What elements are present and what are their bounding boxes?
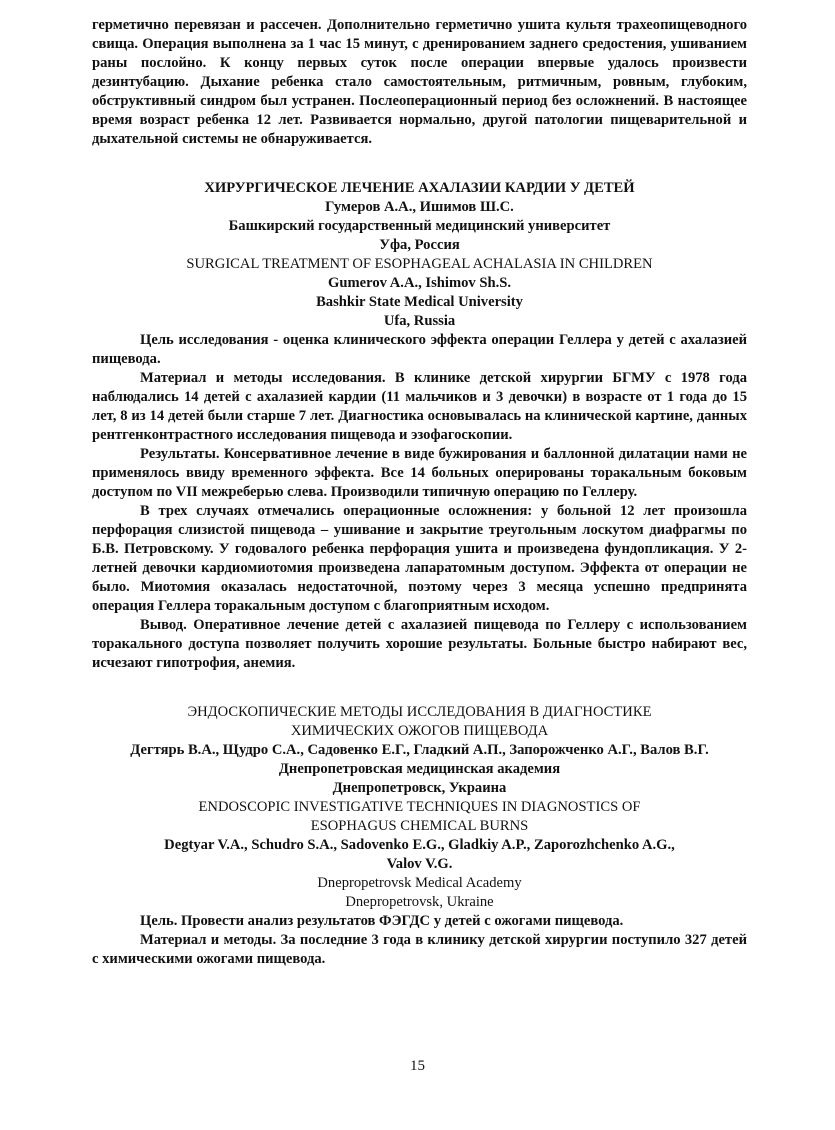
article1-city-en: Ufa, Russia xyxy=(383,313,456,329)
article1-institution-ru: Башкирский государственный медицинский университет xyxy=(228,218,611,234)
article1-conclusion: Вывод. Оперативное лечение детей с ахалазией пищевода по Геллеру с использованием торакального доступа позволяет получить хорошие результаты. Больные быстро набирают вес, исчезают гипотрофия, анемия. xyxy=(92,617,747,671)
article2-authors-ru: Дегтярь В.А., Щудро С.А., Садовенко Е.Г., Гладкий А.П., Запорожченко А.Г., Валов В.Г. xyxy=(130,742,709,758)
article2-institution-en: Dnepropetrovsk Medical Academy xyxy=(317,875,522,891)
page-number: 15 xyxy=(410,1058,425,1074)
article2-city-en: Dnepropetrovsk, Ukraine xyxy=(345,894,494,910)
article1-title-en: SURGICAL TREATMENT OF ESOPHAGEAL ACHALASIA IN CHILDREN xyxy=(186,256,653,272)
article1-methods: Материал и методы исследования. В клинике детской хирургии БГМУ с 1978 года наблюдались 14 детей с ахалазией кардии (11 мальчиков и 3 девочки) в возрасте от 1 года до 15 лет, 8 из 14 детей были старше 7 лет. Диагностика основывалась на клинической картине, данных рентгенконтрастного исследования пищевода и эзофагоскопии. xyxy=(92,370,747,443)
article1-aim: Цель исследования - оценка клинического эффекта операции Геллера у детей с ахалазией пищевода. xyxy=(92,332,747,367)
article2-aim: Цель. Провести анализ результатов ФЭГДС у детей с ожогами пищевода. xyxy=(140,913,624,929)
article1-results: Результаты. Консервативное лечение в виде бужирования и баллонной дилатации нами не применялось ввиду временного эффекта. Все 14 больных оперированы торакальным боковым доступом по VII межреберью слева. Производили типичную операцию по Геллеру. xyxy=(92,446,747,500)
article1-authors-ru: Гумеров А.А., Ишимов Ш.С. xyxy=(325,199,514,215)
article1-complications: В трех случаях отмечались операционные осложнения: у больной 12 лет произошла перфорация слизистой пищевода – ушивание и закрытие треугольным лоскутом диафрагмы по Б.В. Петровскому. У годовалого ребенка перфорация ушита и произведена фундопликация. У 2-летней девочки кардиомиотомия произведена лапаратомным доступом. Эффекта от операции не было. Миотомия оказалась недостаточной, поэтому через 3 месяца успешно предпринята операция Геллера торакальным доступом с благоприятным исходом. xyxy=(92,503,747,614)
article2-institution-ru: Днепропетровская медицинская академия xyxy=(278,761,561,777)
article1-institution-en: Bashkir State Medical University xyxy=(316,294,523,310)
article2-title-ru-line1: ЭНДОСКОПИЧЕСКИЕ МЕТОДЫ ИССЛЕДОВАНИЯ В ДИАГНОСТИКЕ xyxy=(187,704,652,720)
article2-title-en-line1: ENDOSCOPIC INVESTIGATIVE TECHNIQUES IN DIAGNOSTICS OF xyxy=(198,799,641,815)
article1-authors-en: Gumerov A.A., Ishimov Sh.S. xyxy=(328,275,511,291)
article2-authors-en-line2: Valov V.G. xyxy=(386,856,453,872)
article1-city-ru: Уфа, Россия xyxy=(379,237,460,253)
article2-city-ru: Днепропетровск, Украина xyxy=(332,780,507,796)
article2-methods: Материал и методы. За последние 3 года в клинику детской хирургии поступило 327 детей с химическими ожогами пищевода. xyxy=(92,932,747,967)
article2-authors-en-line1: Degtyar V.A., Schudro S.A., Sadovenko E.G., Gladkiy A.P., Zaporozhchenko A.G., xyxy=(164,837,675,853)
article2-title-en-line2: ESOPHAGUS CHEMICAL BURNS xyxy=(310,818,529,834)
intro-paragraph: герметично перевязан и рассечен. Дополнительно герметично ушита культя трахеопищеводного свища. Операция выполнена за 1 час 15 минут, с дренированием заднего средостения, ушиванием раны послойно. К концу первых суток после операции впервые удалось произвести дезинтубацию. Дыхание ребенка стало самостоятельным, ритмичным, ровным, глубоким, обструктивный синдром был устранен. Послеоперационный период без осложнений. В настоящее время возраст ребенка 12 лет. Развивается нормально, другой патологии пищеварительной и дыхательной системы не обнаруживается. xyxy=(92,17,747,147)
page-body xyxy=(92,16,747,969)
article2-title-ru-line2: ХИМИЧЕСКИХ ОЖОГОВ ПИЩЕВОДА xyxy=(290,723,549,739)
article-endoscopic xyxy=(92,703,747,969)
article-achalasia xyxy=(92,179,747,673)
article1-title-ru: ХИРУРГИЧЕСКОЕ ЛЕЧЕНИЕ АХАЛАЗИИ КАРДИИ У ДЕТЕЙ xyxy=(204,180,635,196)
